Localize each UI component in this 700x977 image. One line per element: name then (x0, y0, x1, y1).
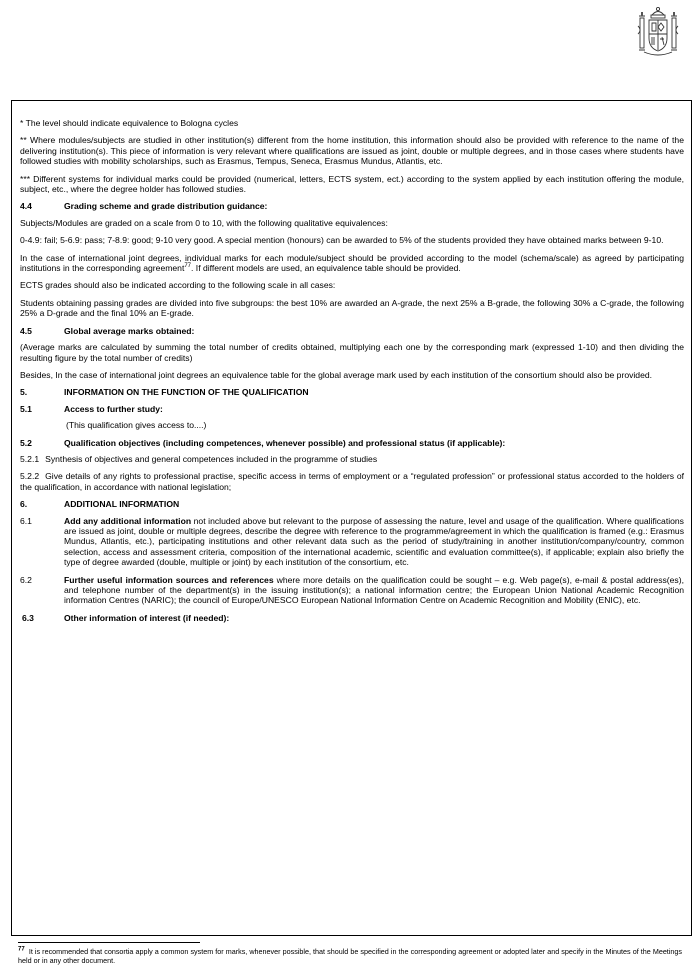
section-number: 6.2 (20, 574, 32, 585)
section-6-1: 6.1 Add any additional information not included above but relevant to the purpose of assessing the nature, level and usage of the qualification. Where qualifications are issued as joint, double or multiple degrees, describe the degree with reference to the programme/agreement in which the qualification is framed (e.g.: Erasmus Mundus, Atlantis, etc.), participating institutions and other relevant data such as the period of study/training in another institution/company/country, common selection, access and assessment criteria, composition of the international academic, scientific and evaluation committee(s), if applicable; explain also briefly the type of degree awarded (double, multiple or joint) by each institution of the consortium, etc. (20, 515, 684, 568)
section-title: Access to further study: (64, 403, 163, 414)
section-number: 6.3 (22, 612, 34, 623)
section-title: ADDITIONAL INFORMATION (64, 499, 180, 510)
grading-scale-text: Subjects/Modules are graded on a scale from 0 to 10, with the following qualitative equivalences: (20, 217, 388, 228)
footnote-text: It is recommended that consortia apply a common system for marks, whenever possible, that should be specified in the corresponding agreement or adopted later and specify in the Minutes of the Meetings held or in any other document. (18, 947, 682, 965)
section-title: Other information of interest (if needed): (64, 612, 230, 623)
coat-of-arms-icon (634, 6, 682, 60)
section-4-4-heading (20, 201, 684, 211)
section-number: 6.1 (20, 515, 32, 526)
footnote-reference: 77 (184, 263, 192, 270)
section-title: Grading scheme and grade distribution guidance: (64, 201, 268, 212)
document-body (20, 118, 684, 629)
section-6-2: 6.2 Further useful information sources and references where more details on the qualification could be sought – e.g. Web page(s), e-mail & postal address(es), and telephone number of the department(s) in the issuing institution(s); a national information centre; the European Union National Academic Recognition information Centres (NARIC); the council of Europe/UNESCO European National Information Centre on Academic Recognition and Mobility (ENIC), etc. (20, 574, 684, 606)
note-bologna-level: * The level should indicate equivalence to Bologna cycles (20, 118, 239, 128)
equivalence-table-text: Besides, In the case of international joint degrees an equivalence table for the global average mark used by each institution of the consortium should also be provided. (20, 369, 653, 380)
footnote-divider (18, 942, 200, 943)
access-further-study-text: (This qualification gives access to....) (66, 420, 207, 431)
section-number: 5.2 (20, 437, 32, 448)
section-6-3-heading (20, 613, 684, 623)
note-modules: ** Where modules/subjects are studied in other institution(s) different from the home institution, this information should also be provided with reference to the name of the delivering institution(s). This piece of information is very relevant where qualifications are issued as joint, double or multiple degrees, and in those cases where students have followed studies with mobility scholarships, such as Erasmus, Tempus, Seneca, Erasmus Mundus, Atlantis, etc. (20, 135, 684, 167)
note-individual-marks: *** Different systems for individual marks could be provided (numerical, letters, ECTS system, ect.) according to the system applied by each institution offering the module, subject, etc., where the degree holder has followed studies. (20, 173, 684, 195)
section-number: 6. (20, 499, 28, 510)
grading-equivalences-text: 0-4.9: fail; 5-6.9: pass; 7-8.9: good; 9-10 very good. A special mention (honours) can be awarded to 5% of the students provided they have obtained marks between 9-10. (20, 235, 664, 246)
section-4-5-heading (20, 326, 684, 336)
section-number: 4.5 (20, 325, 32, 336)
section-5-heading (20, 387, 684, 397)
section-5-2-1-text: 5.2.1 Synthesis of objectives and general competences included in the programme of studies (20, 453, 378, 464)
ects-subgroups-text: Students obtaining passing grades are divided into five subgroups: the best 10% are awarded an A-grade, the next 25% a B-grade, the following 30% a C-grade, the following 25% a D-grade and the final 10% an E-grade. (20, 297, 684, 319)
section-5-2-heading (20, 438, 684, 448)
section-title: INFORMATION ON THE FUNCTION OF THE QUALIFICATION (64, 387, 309, 398)
average-marks-text: (Average marks are calculated by summing the total number of credits obtained, multiplying each one by the corresponding mark (expressed 1-10) and then dividing the resulting figure by the total number of credits) (20, 342, 684, 363)
section-number: 5.1 (20, 403, 32, 414)
section-5-2-2-text: 5.2.2 Give details of any rights to professional practise, specific access in terms of employment or a “regulated profession” or professional status accorded to the holders of the qualification, in accordance with national legislation; (20, 471, 684, 492)
section-6-heading (20, 499, 684, 509)
ects-grades-text: ECTS grades should also be indicated according to the following scale in all cases: (20, 280, 336, 291)
section-5-1-heading (20, 404, 684, 414)
section-title: Qualification objectives (including competences, whenever possible) and professional status (if applicable): (64, 437, 506, 448)
joint-degree-marks-text: In the case of international joint degrees, individual marks for each module/subject should be provided according to the model (schema/scale) as agreed by participating institutions in the corresponding agreement$^{77}$. If different models are used, an equivalence table should be provided. (20, 252, 684, 274)
footnote-number: 77 (18, 946, 25, 953)
section-number: 4.4 (20, 201, 32, 212)
section-title: Global average marks obtained: (64, 325, 195, 336)
footnote (18, 947, 682, 965)
section-number: 5. (20, 387, 28, 398)
